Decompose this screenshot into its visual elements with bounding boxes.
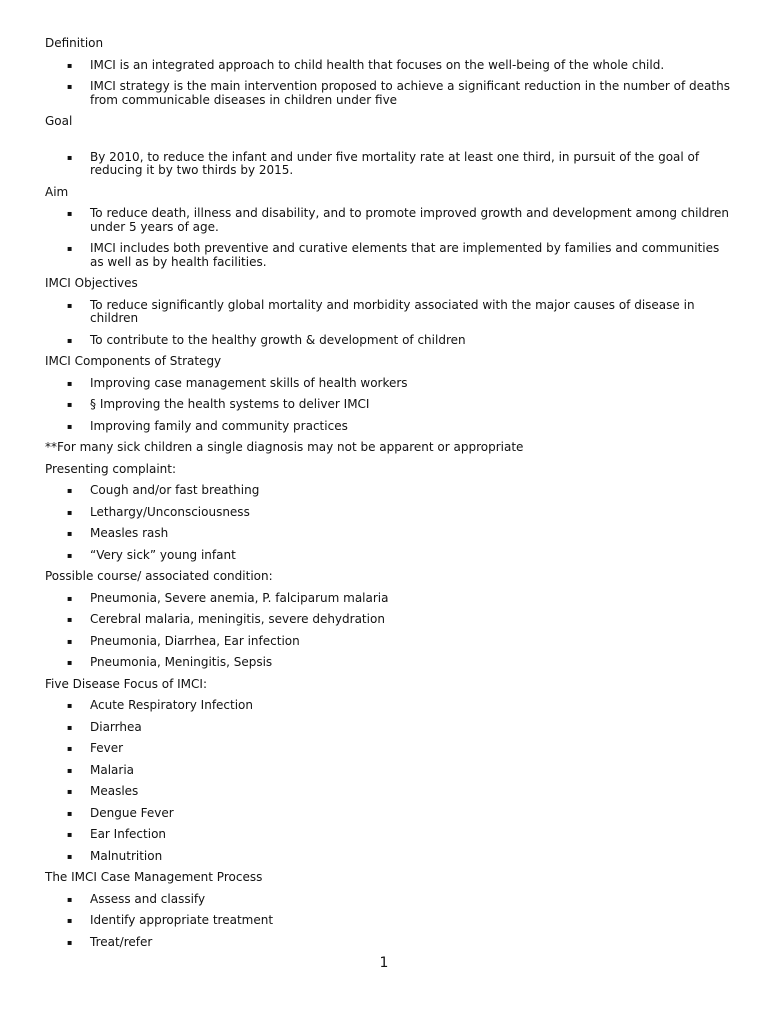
list-item <box>45 893 735 907</box>
list-item-text: Pneumonia, Diarrhea, Ear infection <box>90 633 300 648</box>
list-item-text: Pneumonia, Severe anemia, P. falciparum malaria <box>90 590 389 605</box>
list-item <box>45 850 735 864</box>
list-item-text: IMCI strategy is the main intervention proposed to achieve a significant reduction in the number of deaths from communicable diseases in children under five <box>90 79 730 107</box>
bullet-icon: ▪ <box>67 507 73 517</box>
list-item <box>45 334 735 348</box>
list-item-text: Cerebral malaria, meningitis, severe dehydration <box>90 612 385 626</box>
list-item <box>45 592 735 606</box>
list-item <box>45 299 735 326</box>
heading-goal: Goal <box>45 114 73 128</box>
list-item <box>45 242 735 269</box>
definition-list <box>45 59 735 108</box>
bullet-icon: ▪ <box>67 787 73 796</box>
bullet-icon: ▪ <box>67 808 73 818</box>
list-item-text: To reduce death, illness and disability, and to promote improved growth and development among children under 5 years of age. <box>90 206 730 234</box>
bullet-icon: ▪ <box>67 300 73 310</box>
list-item-text: § Improving the health systems to deliver IMCI <box>90 397 370 411</box>
list-item <box>45 656 735 670</box>
page-number: 1 <box>379 955 389 971</box>
bullet-icon: ▪ <box>67 658 73 667</box>
aim-list <box>45 207 735 269</box>
bullet-icon: ▪ <box>67 60 73 70</box>
course-list <box>45 592 735 670</box>
bullet-icon: ▪ <box>67 894 73 904</box>
list-item <box>45 549 735 563</box>
components-list <box>45 377 735 434</box>
list-item-text: Pneumonia, Meningitis, Sepsis <box>90 655 273 669</box>
list-item <box>45 764 735 778</box>
bullet-icon: ▪ <box>67 421 73 431</box>
list-item <box>45 377 735 391</box>
bullet-icon: ▪ <box>67 209 73 218</box>
bullet-icon: ▪ <box>67 335 73 345</box>
bullet-icon: ▪ <box>67 830 73 839</box>
list-item-text: IMCI is an integrated approach to child health that focuses on the well-being of the whole child. <box>90 57 665 72</box>
bullet-icon: ▪ <box>67 744 73 753</box>
list-item <box>45 742 735 756</box>
list-item <box>45 721 735 735</box>
bullet-icon: ▪ <box>67 615 73 624</box>
objectives-list <box>45 299 735 348</box>
list-item-text: Measles <box>90 784 139 798</box>
heading-possible-course: Possible course/ associated condition: <box>45 569 273 583</box>
heading-case-management: The IMCI Case Management Process <box>45 870 263 884</box>
bullet-icon: ▪ <box>67 244 73 253</box>
list-item <box>45 59 735 73</box>
bullet-icon: ▪ <box>67 486 73 495</box>
heading-presenting-complaint: Presenting complaint: <box>45 461 177 476</box>
list-item <box>45 936 735 950</box>
bullet-icon: ▪ <box>67 400 73 409</box>
goal-list <box>45 151 735 178</box>
list-item <box>45 151 735 178</box>
list-item <box>45 420 735 434</box>
heading-objectives: IMCI Objectives <box>45 276 138 290</box>
list-item-text: “Very sick” young infant <box>90 547 236 562</box>
list-item <box>45 527 735 541</box>
heading-definition: Definition <box>45 36 104 50</box>
list-item-text: Dengue Fever <box>90 805 174 820</box>
bullet-icon: ▪ <box>67 529 73 538</box>
bullet-icon: ▪ <box>67 916 73 925</box>
bullet-icon: ▪ <box>67 851 73 861</box>
list-item-text: Identify appropriate treatment <box>90 913 274 927</box>
list-item <box>45 699 735 713</box>
list-item-text: Diarrhea <box>90 719 142 734</box>
list-item-text: To contribute to the healthy growth & development of children <box>90 332 466 347</box>
list-item-text: Fever <box>90 741 124 755</box>
bullet-icon: ▪ <box>67 937 73 947</box>
list-item <box>45 207 735 234</box>
heading-components: IMCI Components of Strategy <box>45 354 222 368</box>
bullet-icon: ▪ <box>67 152 73 162</box>
heading-disease-focus: Five Disease Focus of IMCI: <box>45 676 207 691</box>
document-page <box>45 37 735 949</box>
bullet-icon: ▪ <box>67 701 73 710</box>
bullet-icon: ▪ <box>67 82 73 91</box>
list-item-text: To reduce significantly global mortality and morbidity associated with the major causes of disease in children <box>90 297 695 325</box>
list-item <box>45 635 735 649</box>
list-item-text: IMCI includes both preventive and curative elements that are implemented by families and communities as well as by health facilities. <box>90 241 720 269</box>
bullet-icon: ▪ <box>67 593 73 603</box>
bullet-icon: ▪ <box>67 378 73 388</box>
list-item-text: Assess and classify <box>90 891 206 906</box>
list-item-text: Treat/refer <box>90 934 153 949</box>
list-item <box>45 914 735 928</box>
bullet-icon: ▪ <box>67 550 73 560</box>
list-item <box>45 828 735 842</box>
list-item-text: Ear Infection <box>90 827 167 841</box>
list-item-text: Improving family and community practices <box>90 418 348 433</box>
list-item-text: Cough and/or fast breathing <box>90 483 260 497</box>
list-item-text: Malaria <box>90 762 135 777</box>
list-item <box>45 613 735 627</box>
heading-aim: Aim <box>45 184 69 199</box>
bullet-icon: ▪ <box>67 722 73 732</box>
list-item-text: Acute Respiratory Infection <box>90 698 254 712</box>
list-item-text: Measles rash <box>90 526 169 540</box>
list-item-text: Malnutrition <box>90 848 163 863</box>
list-item <box>45 80 735 107</box>
list-item <box>45 506 735 520</box>
list-item <box>45 807 735 821</box>
list-item <box>45 484 735 498</box>
list-item <box>45 785 735 799</box>
note-text: **For many sick children a single diagnosis may not be apparent or appropriate <box>45 440 524 454</box>
process-list <box>45 893 735 950</box>
list-item-text: Lethargy/Unconsciousness <box>90 504 250 519</box>
complaint-list <box>45 484 735 562</box>
focus-list <box>45 699 735 863</box>
list-item <box>45 398 735 412</box>
bullet-icon: ▪ <box>67 765 73 775</box>
bullet-icon: ▪ <box>67 636 73 646</box>
list-item-text: By 2010, to reduce the infant and under five mortality rate at least one third, in pursuit of the goal of reducing it by two thirds by 2015. <box>90 149 700 177</box>
list-item-text: Improving case management skills of health workers <box>90 375 408 390</box>
